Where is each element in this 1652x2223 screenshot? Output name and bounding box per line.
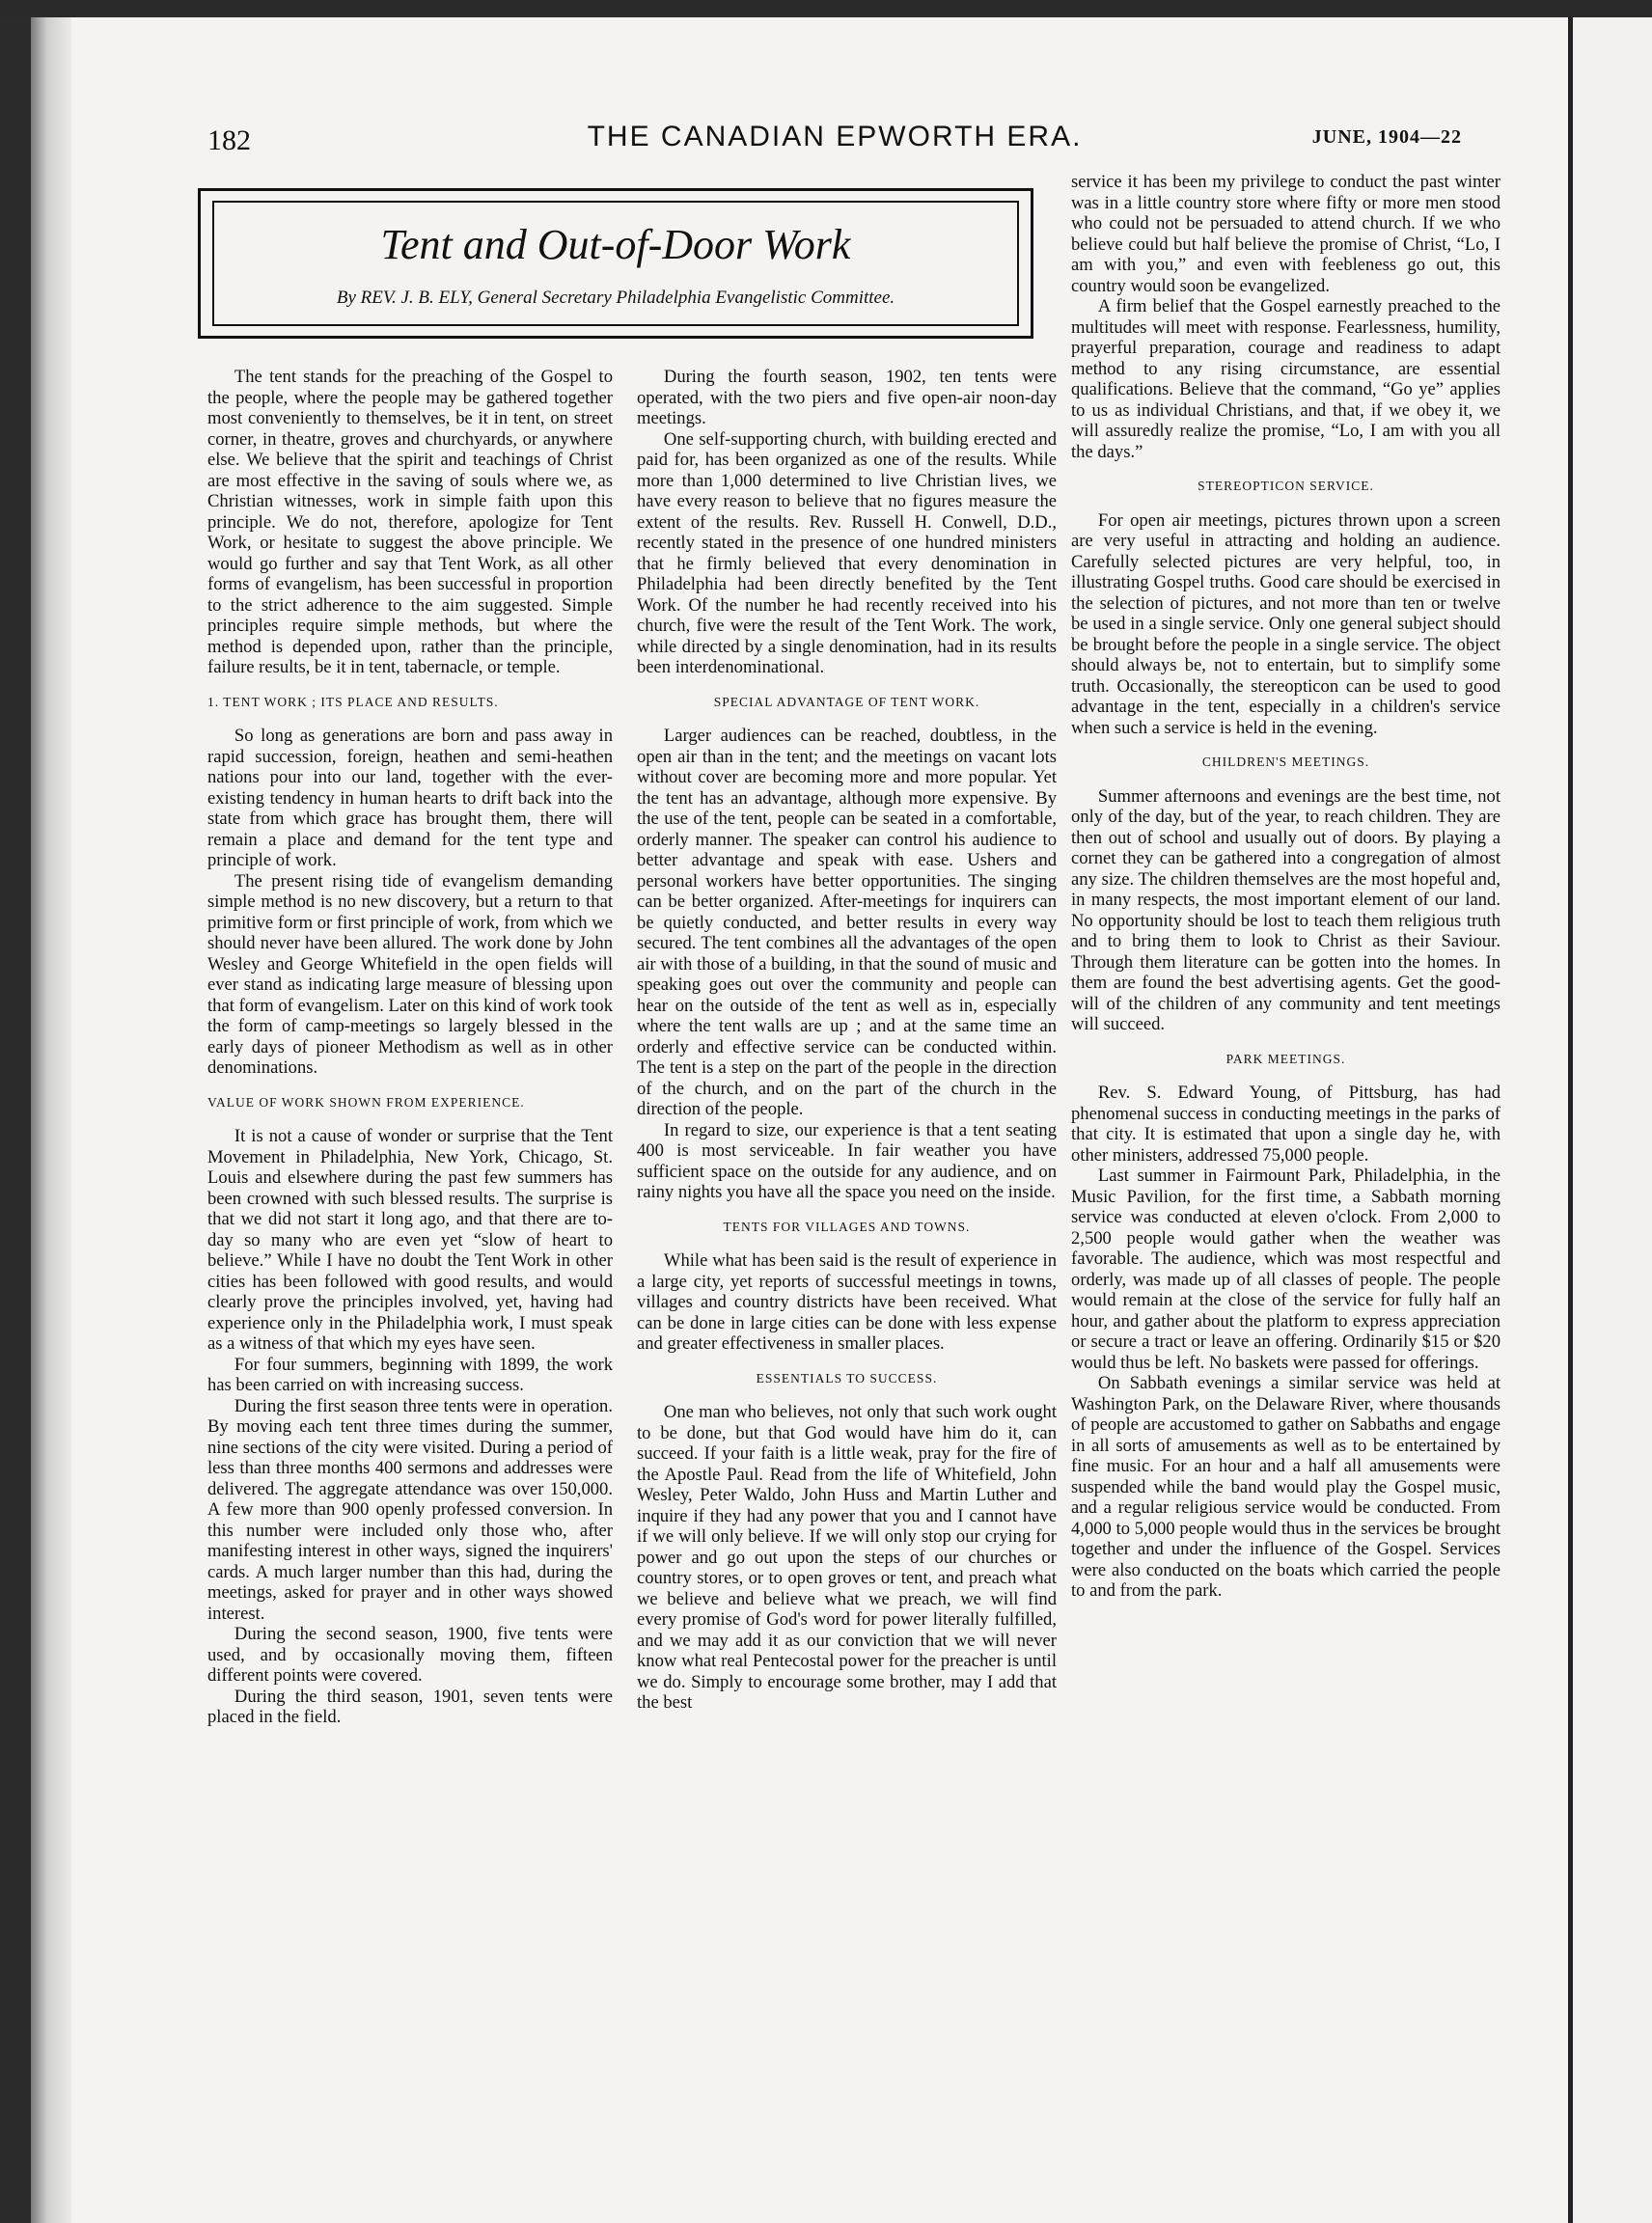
paragraph: Last summer in Fairmount Park, Philadelphia, in the Music Pavilion, for the first time, a Sabbath morning service was conducted at eleven o'clock. From 2,000 to 2,500 people would gather when the weather was favorable. The audience, which was most respectful and orderly, was made up of all classes of people. The people would remain at the close of the service for fully half an hour, and gather about the platform to express appreciation or secure a tract or leave an offering. Ordinarily $15 or $20 would thus be left. No baskets were passed for offerings.: [1071, 1166, 1501, 1373]
paragraph: During the second season, 1900, five tents were used, and by occasionally moving them, fifteen different points were covered.: [207, 1624, 613, 1686]
section-heading: ESSENTIALS TO SUCCESS.: [756, 1370, 938, 1386]
section-heading: SPECIAL ADVANTAGE OF TENT WORK.: [713, 694, 980, 709]
paragraph: One man who believes, not only that such work ought to be done, but that God would have him do it, can succeed. If your faith is a little weak, pray for the fire of the Apostle Paul. Read from the life of Whitefield, John Wesley, Peter Waldo, John Huss and Martin Luther and inquire if they had any power that you and I cannot have if we will only believe. If we will only stop our crying for power and go out upon the steps of our churches or country stores, or to open groves or tent, and preach what we believe and believe what we preach, we will find every promise of God's word for power literally fulfilled, and we may add it as our conviction that we will never know what real Pentecostal power for the preacher is until we do. Simply to encourage some brother, may I add that the best: [637, 1402, 1057, 1713]
article-title-box: [198, 188, 1033, 339]
paragraph: So long as generations are born and pass away in rapid succession, foreign, heathen and semi-heathen nations pour into our land, together with the ever-existing tendency in human hearts to drift back into the state from which grace has brought them, there will remain a place and demand for the tent type and principle of work.: [207, 726, 613, 870]
paragraph: On Sabbath evenings a similar service was held at Washington Park, on the Delaware River, where thousands of people are accustomed to gather on Sabbaths and engage in all sorts of amusements as well as to be entertained by fine music. For an hour and a half all amusements were suspended while the band would play the Gospel music, and a regular religious service would be conducted. From 4,000 to 5,000 people would thus in the services be brought together and under the influence of the Gospel. Services were also conducted on the boats which carried the people to and from the park.: [1071, 1373, 1501, 1601]
paragraph: For open air meetings, pictures thrown upon a screen are very useful in attracting and holding an audience. Carefully selected pictures are very helpful, too, in illustrating Gospel truths. Good care should be exercised in the selection of pictures, and not more than ten or twelve be used in a single service. Only one general subject should be brought before the people in a single service. The object should always be, not to entertain, but to simplify some truth. Occasionally, the stereopticon can be used to good advantage in the tent, especially in a children's service when such a service is held in the evening.: [1071, 509, 1501, 738]
paragraph: It is not a cause of wonder or surprise that the Tent Movement in Philadelphia, New York, Chicago, St. Louis and elsewhere during the past few summers has been crowned with such blessed results. The surprise is that we did not start it long ago, and that there are to-day so many who are even yet “slow of heart to believe.” While I have no doubt the Tent Work in other cities has been followed with good results, and would clearly prove the principles involved, yet, having had experience only in the Philadelphia work, I must speak as a witness of that which my eyes have seen.: [207, 1126, 613, 1354]
paragraph: During the third season, 1901, seven tents were placed in the field.: [207, 1686, 613, 1727]
page-gutter-line: [1568, 17, 1573, 2223]
issue-date: JUNE, 1904—22: [1311, 126, 1462, 148]
book-spine-shadow: [31, 17, 71, 2223]
section-heading: TENTS FOR VILLAGES AND TOWNS.: [723, 1219, 971, 1234]
section-heading: VALUE OF WORK SHOWN FROM EXPERIENCE.: [207, 1094, 525, 1110]
paragraph: A firm belief that the Gospel earnestly preached to the multitudes will meet with response. Fearlessness, humility, prayerful preparation, courage and readiness to adapt method to any rising circumstance, are essential qualifications. Believe that the command, “Go ye” applies to us as individual Christians, and that, if we obey it, we will assuredly realize the promise, “Lo, I am with you all the days.”: [1071, 296, 1501, 462]
scan-top-edge: [0, 0, 1652, 17]
section-heading: PARK MEETINGS.: [1225, 1051, 1346, 1066]
article-title-box-inner: [212, 201, 1019, 326]
column-1: [207, 367, 613, 1728]
paragraph: The present rising tide of evangelism demanding simple method is no new discovery, but a return to that primitive form or first principle of work, from which we should never have been allured. The work done by John Wesley and George Whitefield in the open fields will ever stand as indicating large measure of blessing upon that form of evangelism. Later on this kind of work took the form of camp-meetings so largely blessed in the early days of pioneer Methodism as well as in other denominations.: [207, 870, 613, 1078]
paragraph: During the fourth season, 1902, ten tents were operated, with the two piers and five open-air noon-day meetings.: [637, 367, 1057, 428]
paragraph: The tent stands for the preaching of the Gospel to the people, where the people may be gathered together most conveniently to themselves, be it in tent, on street corner, in theatre, groves and churchyards, or anywhere else. We believe that the spirit and teachings of Christ are most effective in the saving of souls where we, as Christian witnesses, work in simple faith upon this principle. We do not, therefore, apologize for Tent Work, or hesitate to suggest the above principle. We would go further and say that Tent Work, as all other forms of evangelism, has been successful in proportion to the strict adherence to the aim suggested. Simple principles require simple methods, but where the method is depended upon, rather than the principle, failure results, be it in tent, tabernacle, or temple.: [207, 367, 613, 677]
paragraph: Rev. S. Edward Young, of Pittsburg, has had phenomenal success in conducting meetings in the parks of that city. It is estimated that upon a single day he, with other ministers, addressed 75,000 people.: [1071, 1083, 1501, 1166]
section-heading: CHILDREN'S MEETINGS.: [1201, 755, 1370, 769]
paragraph: Larger audiences can be reached, doubtless, in the open air than in the tent; and the meetings on vacant lots without cover are becoming more and more popular. Yet the tent has an advantage, although more expensive. By the use of the tent, people can be seated in a comfortable, orderly manner. The speaker can control his audience to better advantage and speak with ease. Ushers and personal workers have better opportunities. The singing can be better organized. After-meetings for inquirers can be quietly conducted, and better results in every way secured. The tent combines all the advantages of the open air with those of a building, in that the sound of music and speaking goes out over the community and people can hear on the outside of the tent as well as in, especially where the tent walls are up ; and at the same time an orderly and effective service can be conducted within. The tent is a step on the part of the people in the direction of the church, and on the part of the church in the direction of the people.: [637, 726, 1057, 1119]
paragraph: Summer afternoons and evenings are the best time, not only of the day, but of the year, to reach children. They are then out of school and usually out of doors. By playing a cornet they can be gathered into a congregation of almost any size. The children themselves are the most hopeful and, in many respects, the most important element of our land. No opportunity should be lost to teach them religious truth and to bring them to look to Christ as their Saviour. Through them literature can be gotten into the homes. In them are found the best advertising agents. Get the good-will of the children of any community and tent meetings will succeed.: [1071, 785, 1501, 1034]
paragraph: During the first season three tents were in operation. By moving each tent three times during the summer, nine sections of the city were visited. During a period of less than three months 400 sermons and addresses were delivered. The aggregate attendance was over 150,000. A few more than 900 openly professed conversion. In this number were included only those who, after manifesting interest in other ways, signed the inquirers' cards. A much larger number than this had, during the meetings, asked for prayer and in other ways showed interest.: [207, 1395, 613, 1624]
article-byline: By REV. J. B. ELY, General Secretary Philadelphia Evangelistic Committee.: [336, 288, 895, 308]
column-2: [637, 367, 1057, 1714]
paragraph: service it has been my privilege to conduct the past winter was in a little country store where fifty or more men stood who could not be persuaded to attend church. If we who believe could but half believe the promise of Christ, “Lo, I am with you,” and even with feebleness go out, this country would soon be evangelized.: [1071, 172, 1501, 296]
section-heading: 1. TENT WORK ; ITS PLACE AND RESULTS.: [207, 694, 499, 709]
column-3: [1071, 172, 1501, 1602]
article-title: Tent and Out-of-Door Work: [380, 221, 851, 268]
page-number: 182: [207, 124, 251, 156]
journal-title: THE CANADIAN EPWORTH ERA.: [587, 121, 1083, 152]
section-heading: STEREOPTICON SERVICE.: [1198, 479, 1374, 493]
paragraph: One self-supporting church, with building erected and paid for, has been organized as one of the results. While more than 1,000 determined to live Christian lives, we have every reason to believe that no figures measure the extent of the results. Rev. Russell H. Conwell, D.D., recently stated in the presence of one hundred ministers that he firmly believed that every denomination in Philadelphia had been directly benefited by the Tent Work. Of the number he had recently received into his church, five were the result of the Tent Work. The work, while directed by a single denomination, had in its results been interdenominational.: [637, 428, 1057, 677]
paragraph: While what has been said is the result of experience in a large city, yet reports of successful meetings in towns, villages and country districts have been received. What can be done in large cities can be done with less expense and greater effectiveness in smaller places.: [637, 1250, 1057, 1354]
paragraph: In regard to size, our experience is that a tent seating 400 is most serviceable. In fair weather you have sufficient space on the outside for any audience, and on rainy nights you have all the space you need on the inside.: [637, 1119, 1057, 1202]
adjacent-page-edge: [1568, 17, 1652, 2223]
paragraph: For four summers, beginning with 1899, the work has been carried on with increasing success.: [207, 1354, 613, 1395]
running-head: [207, 121, 1462, 159]
